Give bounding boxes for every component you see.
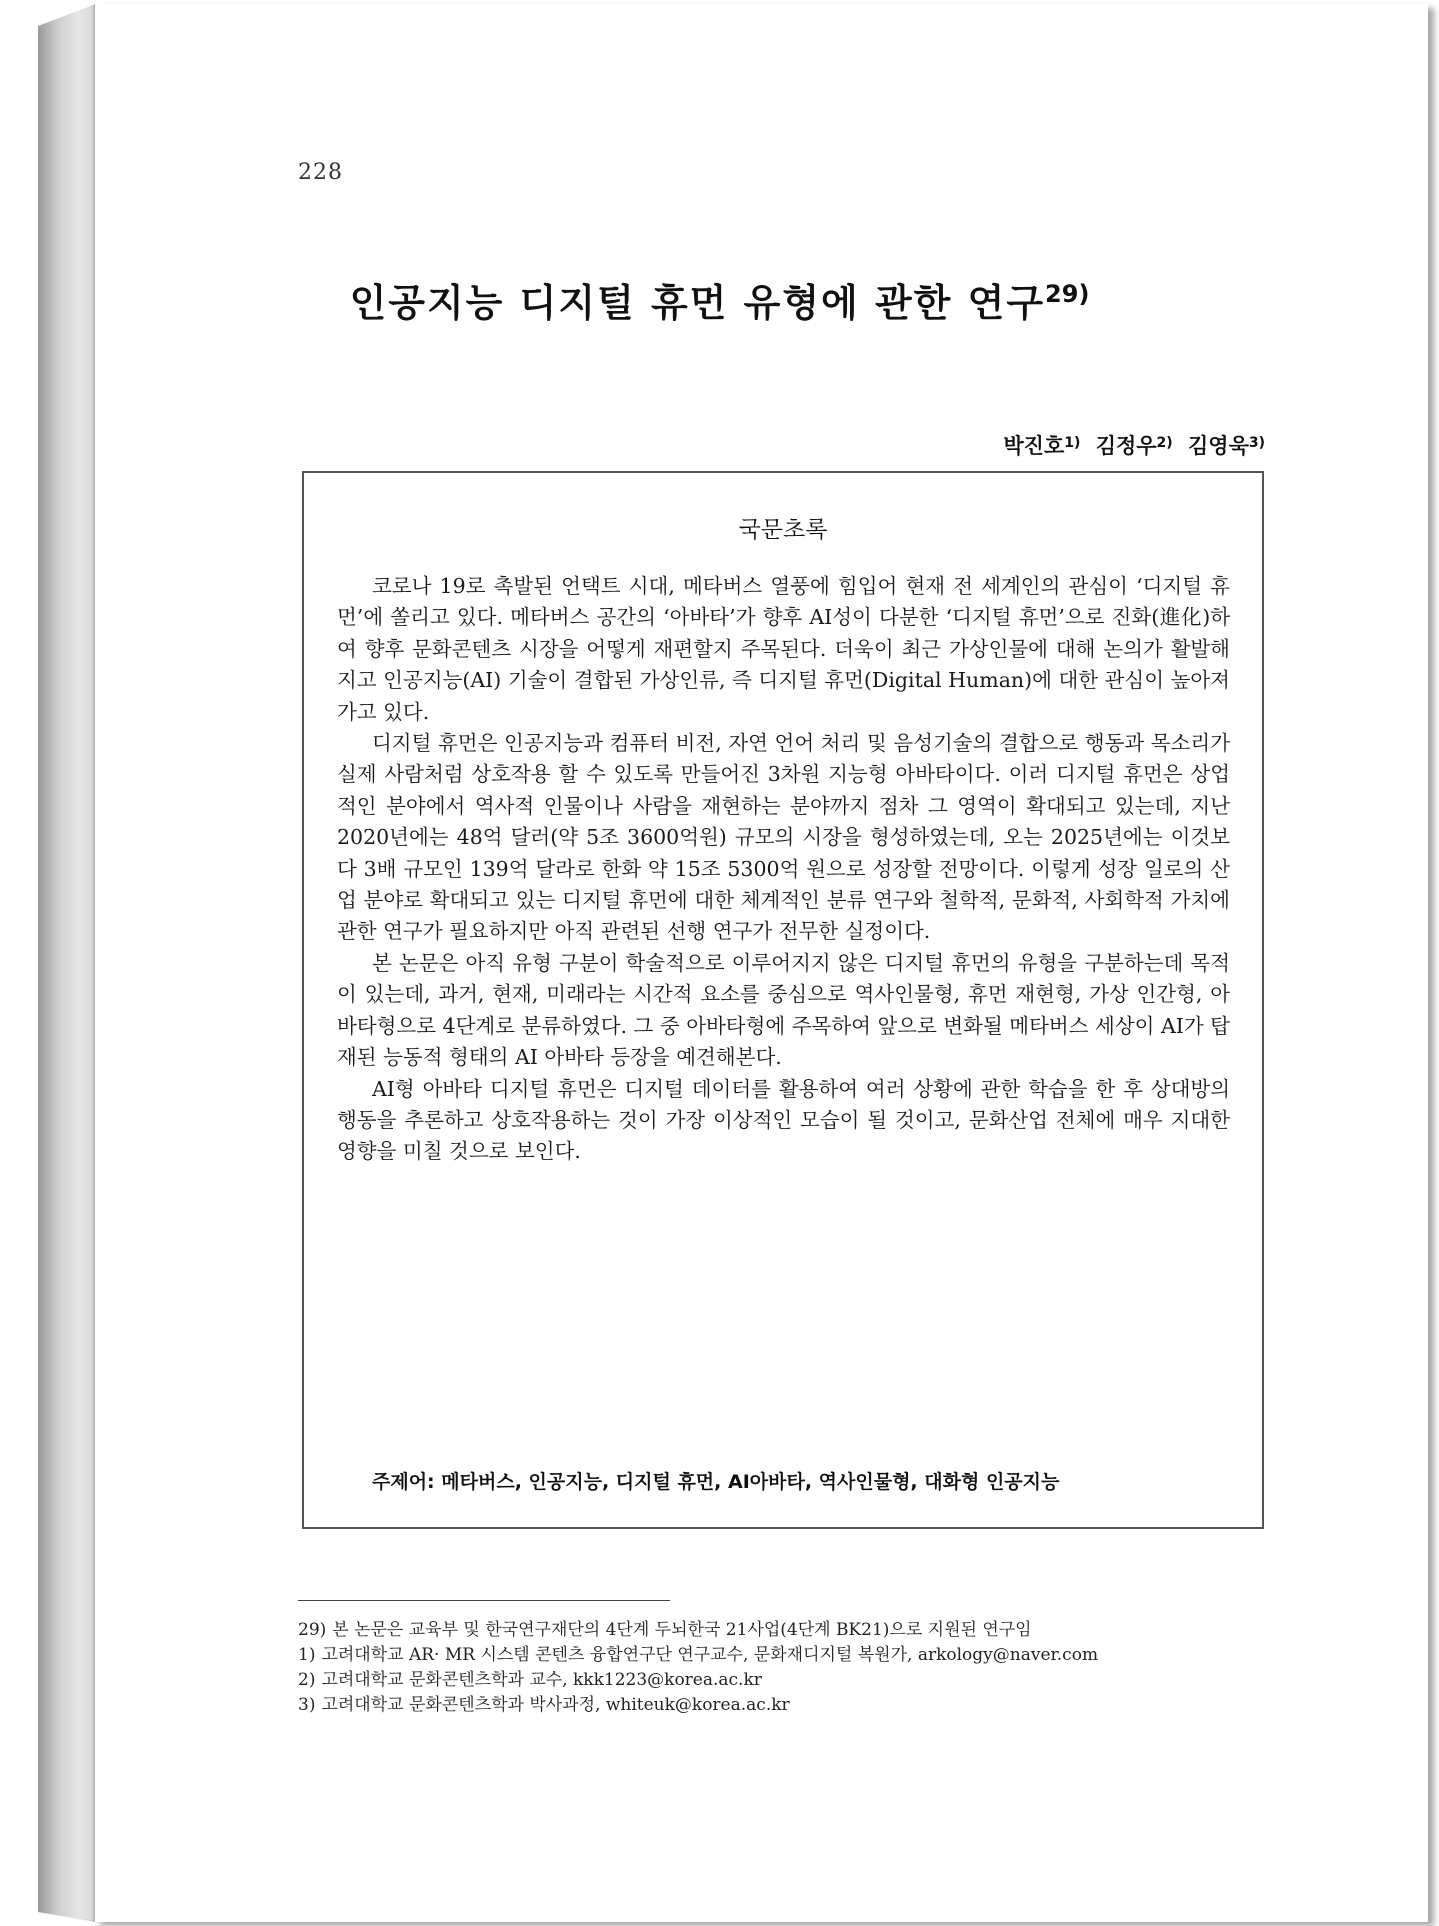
abstract-box	[302, 471, 1264, 1529]
footnote-text: 고려대학교 AR· MR 시스템 콘텐츠 융합연구단 연구교수, 문화재디지털 복원가, arkology@naver.com	[321, 1645, 1099, 1665]
author-footnote-mark: 1)	[1064, 435, 1081, 451]
author	[1003, 434, 1088, 458]
author	[1096, 434, 1181, 458]
footnote-divider	[298, 1600, 670, 1601]
abstract-paragraph: 본 논문은 아직 유형 구분이 학술적으로 이루어지지 않은 디지털 휴먼의 유형을 구분하는데 목적이 있는데, 과거, 현재, 미래라는 시간적 요소를 중심으로 역사인물형, 휴먼 재현형, 가상 인간형, 아바타형으로 4단계로 분류하였다. 그 중 아바타형에 주목하여 앞으로 변화될 메타버스 세상이 AI가 탑재된 능동적 형태의 AI 아바타 등장을 예견해본다.	[337, 950, 1230, 1070]
page-number: 228	[298, 160, 343, 185]
abstract-paragraph: AI형 아바타 디지털 휴먼은 디지털 데이터를 활용하여 여러 상황에 관한 학습을 한 후 상대방의 행동을 추론하고 상호작용하는 것이 가장 이상적인 모습이 될 것이고, 문화산업 전체에 매우 지대한 영향을 미칠 것으로 보인다.	[337, 1076, 1230, 1164]
footnote-text: 고려대학교 문화콘텐츠학과 교수, kkk1223@korea.ac.kr	[321, 1670, 762, 1690]
footnote	[298, 1643, 1258, 1668]
author	[1188, 434, 1265, 458]
footnote-text: 고려대학교 문화콘텐츠학과 박사과정, whiteuk@korea.ac.kr	[321, 1695, 790, 1715]
author-name: 박진호	[1003, 434, 1065, 458]
author-name: 김정우	[1095, 434, 1157, 458]
keywords: 주제어: 메타버스, 인공지능, 디지털 휴먼, AI아바타, 역사인물형, 대화형 인공지능	[372, 1471, 1060, 1493]
paper-title	[0, 272, 1439, 327]
footnote-text: 본 논문은 교육부 및 한국연구재단의 4단계 두뇌한국 21사업(4단계 BK21)으로 지원된 연구임	[332, 1620, 1032, 1640]
title-footnote-mark: 29)	[1045, 280, 1090, 308]
footnote	[298, 1668, 1258, 1693]
abstract-body	[337, 571, 1230, 1168]
paper-title-text: 인공지능 디지털 휴먼 유형에 관한 연구	[349, 281, 1046, 325]
author-footnote-mark: 3)	[1248, 435, 1265, 451]
footnote-mark: 2)	[298, 1670, 316, 1690]
footnotes	[298, 1618, 1258, 1718]
author-name: 김영욱	[1188, 434, 1249, 458]
footnote	[298, 1693, 1258, 1718]
author-footnote-mark: 2)	[1156, 435, 1173, 451]
footnote	[298, 1618, 1258, 1643]
footnote-mark: 3)	[298, 1695, 316, 1715]
abstract-heading: 국문초록	[738, 517, 828, 543]
abstract-paragraph: 코로나 19로 촉발된 언택트 시대, 메타버스 열풍에 힘입어 현재 전 세계인의 관심이 ‘디지털 휴먼’에 쏠리고 있다. 메타버스 공간의 ‘아바타’가 향후 AI성이 다분한 ‘디지털 휴먼’으로 진화(進化)하여 향후 문화콘텐츠 시장을 어떻게 재편할지 주목된다. 더욱이 최근 가상인물에 대해 논의가 활발해지고 인공지능(AI) 기술이 결합된 가상인류, 즉 디지털 휴먼(Digital Human)에 대한 관심이 높아져 가고 있다.	[337, 574, 1230, 724]
author-list	[1003, 430, 1265, 460]
footnote-mark: 29)	[298, 1620, 327, 1640]
abstract-paragraph: 디지털 휴먼은 인공지능과 컴퓨터 비전, 자연 언어 처리 및 음성기술의 결합으로 행동과 목소리가 실제 사람처럼 상호작용 할 수 있도록 만들어진 3차원 지능형 아바타이다. 이러 디지털 휴먼은 상업적인 분야에서 역사적 인물이나 사람을 재현하는 분야까지 점차 그 영역이 확대되고 있는데, 지난 2020년에는 48억 달러(약 5조 3600억원) 규모의 시장을 형성하였는데, 오는 2025년에는 이것보다 3배 규모인 139억 달라로 한화 약 15조 5300억 원으로 성장할 전망이다. 이렇게 성장 일로의 산업 분야로 확대되고 있는 디지털 휴먼에 대한 체계적인 분류 연구와 철학적, 문화적, 사회학적 가치에 관한 연구가 필요하지만 아직 관련된 선행 연구가 전무한 실정이다.	[337, 731, 1230, 944]
footnote-mark: 1)	[298, 1645, 316, 1665]
